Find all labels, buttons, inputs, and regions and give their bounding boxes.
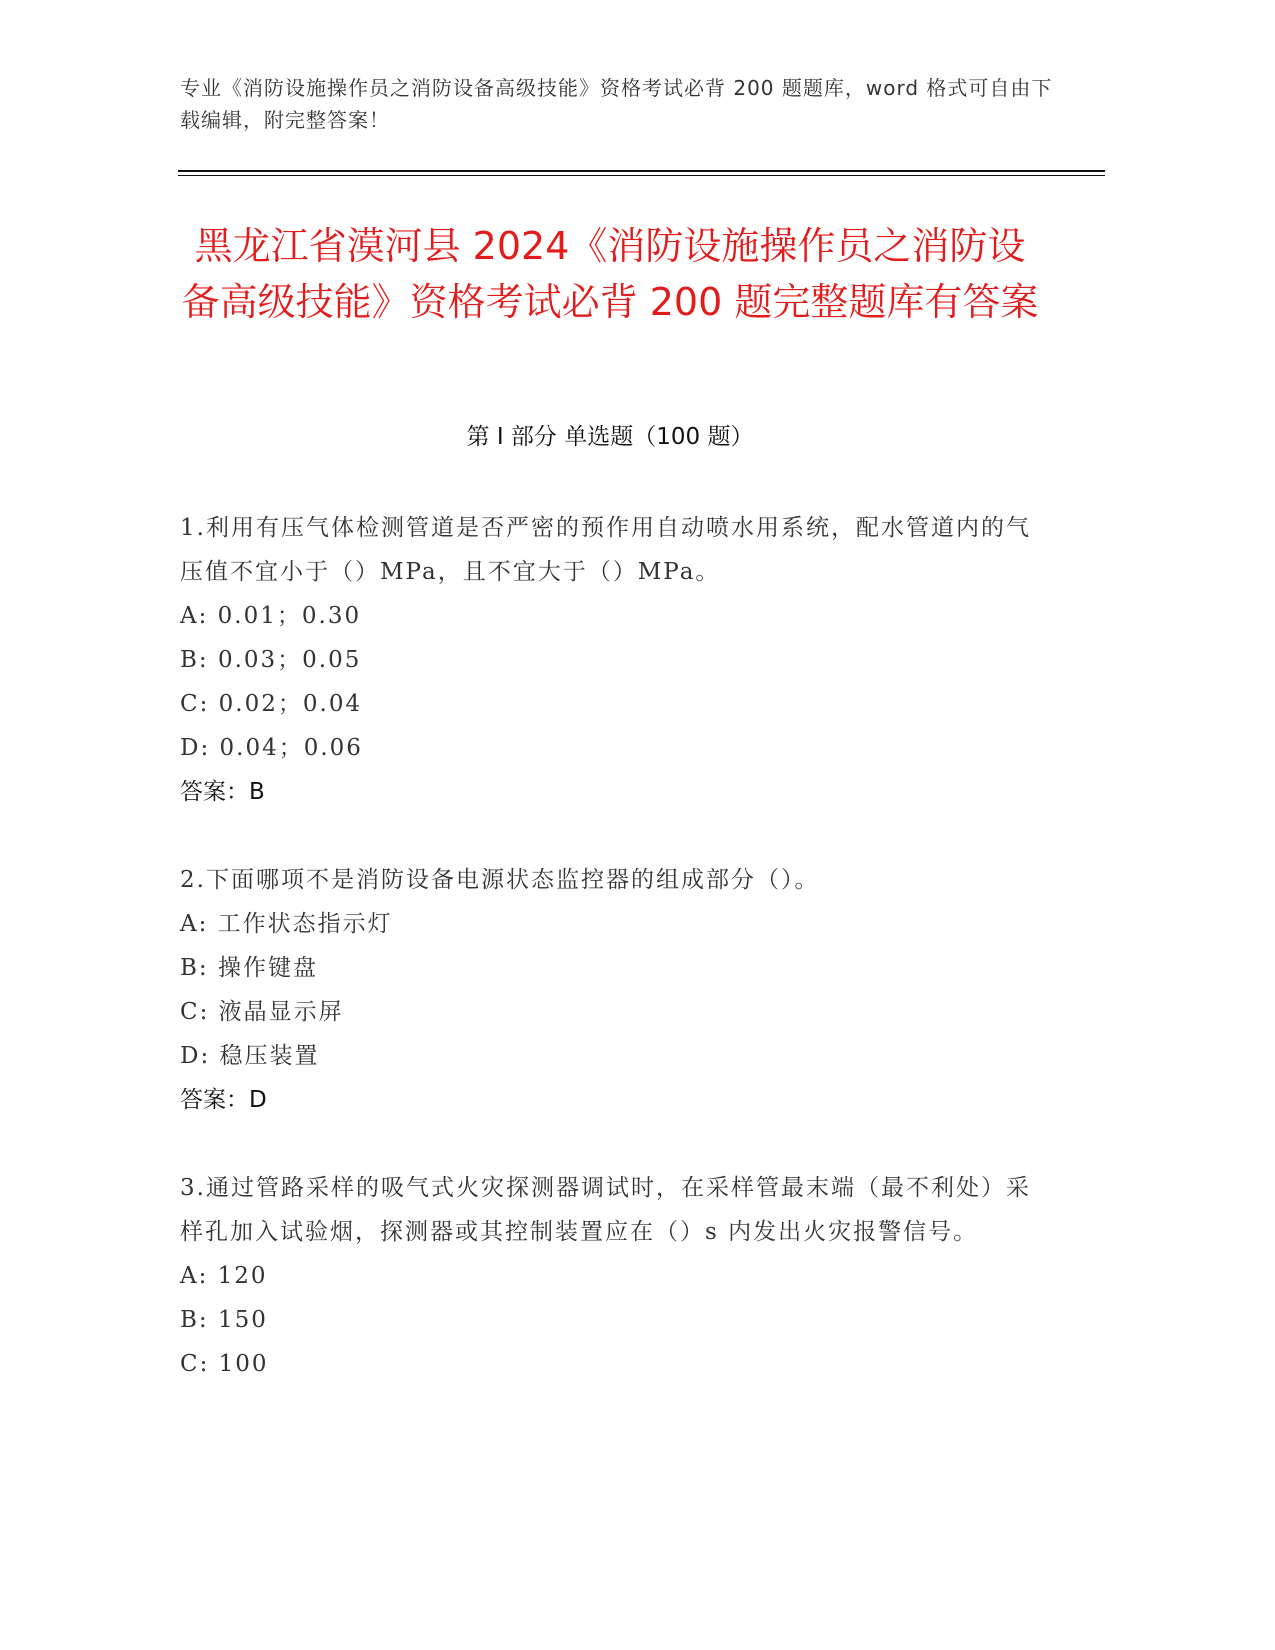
question-3	[180, 1166, 1050, 1386]
question-1	[180, 506, 1050, 814]
option-b: B: 操作键盘	[180, 955, 318, 981]
option-c: C: 100	[180, 1351, 269, 1377]
header-note: 专业《消防设施操作员之消防设备高级技能》资格考试必背 200 题题库，word 格式可自由下载编辑，附完整答案！	[180, 76, 1053, 132]
question-text: 1.利用有压气体检测管道是否严密的预作用自动喷水用系统，配水管道内的气压值不宜小于（）MPa，且不宜大于（）MPa。	[180, 515, 1031, 585]
question-text: 3.通过管路采样的吸气式火灾探测器调试时，在采样管最末端（最不利处）采样孔加入试验烟，探测器或其控制装置应在（）s 内发出火灾报警信号。	[180, 1175, 1031, 1245]
answer: 答案：D	[180, 1087, 267, 1113]
document-title: 黑龙江省漠河县 2024《消防设施操作员之消防设备高级技能》资格考试必背 200 题完整题库有答案	[181, 224, 1039, 324]
option-d: D: 0.04；0.06	[180, 735, 363, 761]
option-a: A: 120	[180, 1263, 268, 1289]
header-divider-thin	[178, 175, 1105, 176]
answer: 答案：B	[180, 779, 265, 805]
question-list	[180, 506, 1050, 1430]
option-b: B: 0.03；0.05	[180, 647, 362, 673]
question-2	[180, 858, 1050, 1122]
option-a: A: 0.01；0.30	[180, 603, 362, 629]
option-a: A: 工作状态指示灯	[180, 911, 393, 937]
section-heading: 第 I 部分 单选题（100 题）	[466, 424, 754, 450]
option-b: B: 150	[180, 1307, 268, 1333]
option-c: C: 液晶显示屏	[180, 999, 344, 1025]
option-d: D: 稳压装置	[180, 1043, 320, 1069]
option-c: C: 0.02；0.04	[180, 691, 363, 717]
question-text: 2.下面哪项不是消防设备电源状态监控器的组成部分（）。	[180, 867, 820, 893]
header-divider-thick	[178, 170, 1105, 172]
